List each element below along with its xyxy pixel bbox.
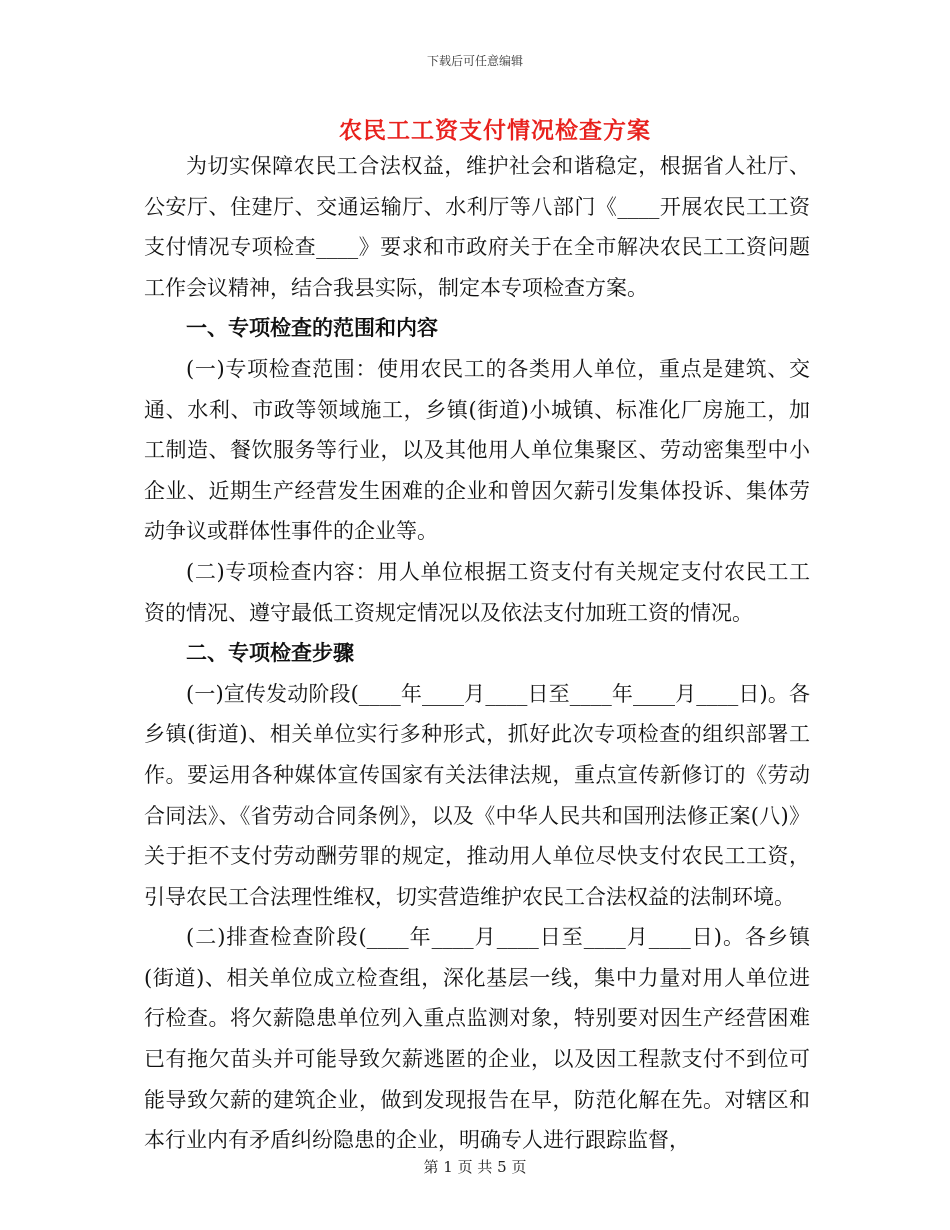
section-heading-scope: 一、专项检查的范围和内容 [186, 316, 438, 341]
page-number-footer: 第 1 页 共 5 页 [423, 1158, 527, 1176]
paragraph-content: (二)专项检查内容：用人单位根据工资支付有关规定支付农民工工资的情况、遵守最低工资规定情况以及依法支付加班工资的情况。 [144, 559, 810, 625]
document-body [144, 146, 810, 1161]
paragraph-publicity-stage: (一)宣传发动阶段(____年____月____日至____年____月____日)。各乡镇(街道)、相关单位实行多种形式，抓好此次专项检查的组织部署工作。要运用各种媒体宣传国家有关法律法规，重点宣传新修订的《劳动合同法》、《省劳动合同条例》，以及《中华人民共和国刑法修正案(八)》关于拒不支付劳动酬劳罪的规定，推动用人单位尽快支付农民工工资，引导农民工合法理性维权，切实营造维护农民工合法权益的法制环境。 [144, 681, 810, 909]
section-heading-steps: 二、专项检查步骤 [186, 641, 354, 666]
document-title: 农民工工资支付情况检查方案 [339, 118, 651, 144]
paragraph-scope: (一)专项检查范围：使用农民工的各类用人单位，重点是建筑、交通、水利、市政等领域施工，乡镇(街道)小城镇、标准化厂房施工，加工制造、餐饮服务等行业，以及其他用人单位集聚区、劳动密集型中小企业、近期生产经营发生困难的企业和曾因欠薪引发集体投诉、集体劳动争议或群体性事件的企业等。 [144, 356, 810, 544]
paragraph-inspection-stage: (二)排查检查阶段(____年____月____日至____月____日)。各乡镇(街道)、相关单位成立检查组，深化基层一线，集中力量对用人单位进行检查。将欠薪隐患单位列入重点监测对象，特别要对因生产经营困难已有拖欠苗头并可能导致欠薪逃匿的企业，以及因工程款支付不到位可能导致欠薪的建筑企业，做到发现报告在早，防范化解在先。对辖区和本行业内有矛盾纠纷隐患的企业，明确专人进行跟踪监督， [144, 925, 810, 1153]
page-header-note: 下载后可任意编辑 [426, 54, 523, 68]
paragraph-intro: 为切实保障农民工合法权益，维护社会和谐稳定，根据省人社厅、公安厅、住建厅、交通运输厅、水利厅等八部门《____开展农民工工资支付情况专项检查____》要求和市政府关于在全市解决农民工工资问题工作会议精神，结合我县实际，制定本专项检查方案。 [144, 154, 810, 300]
